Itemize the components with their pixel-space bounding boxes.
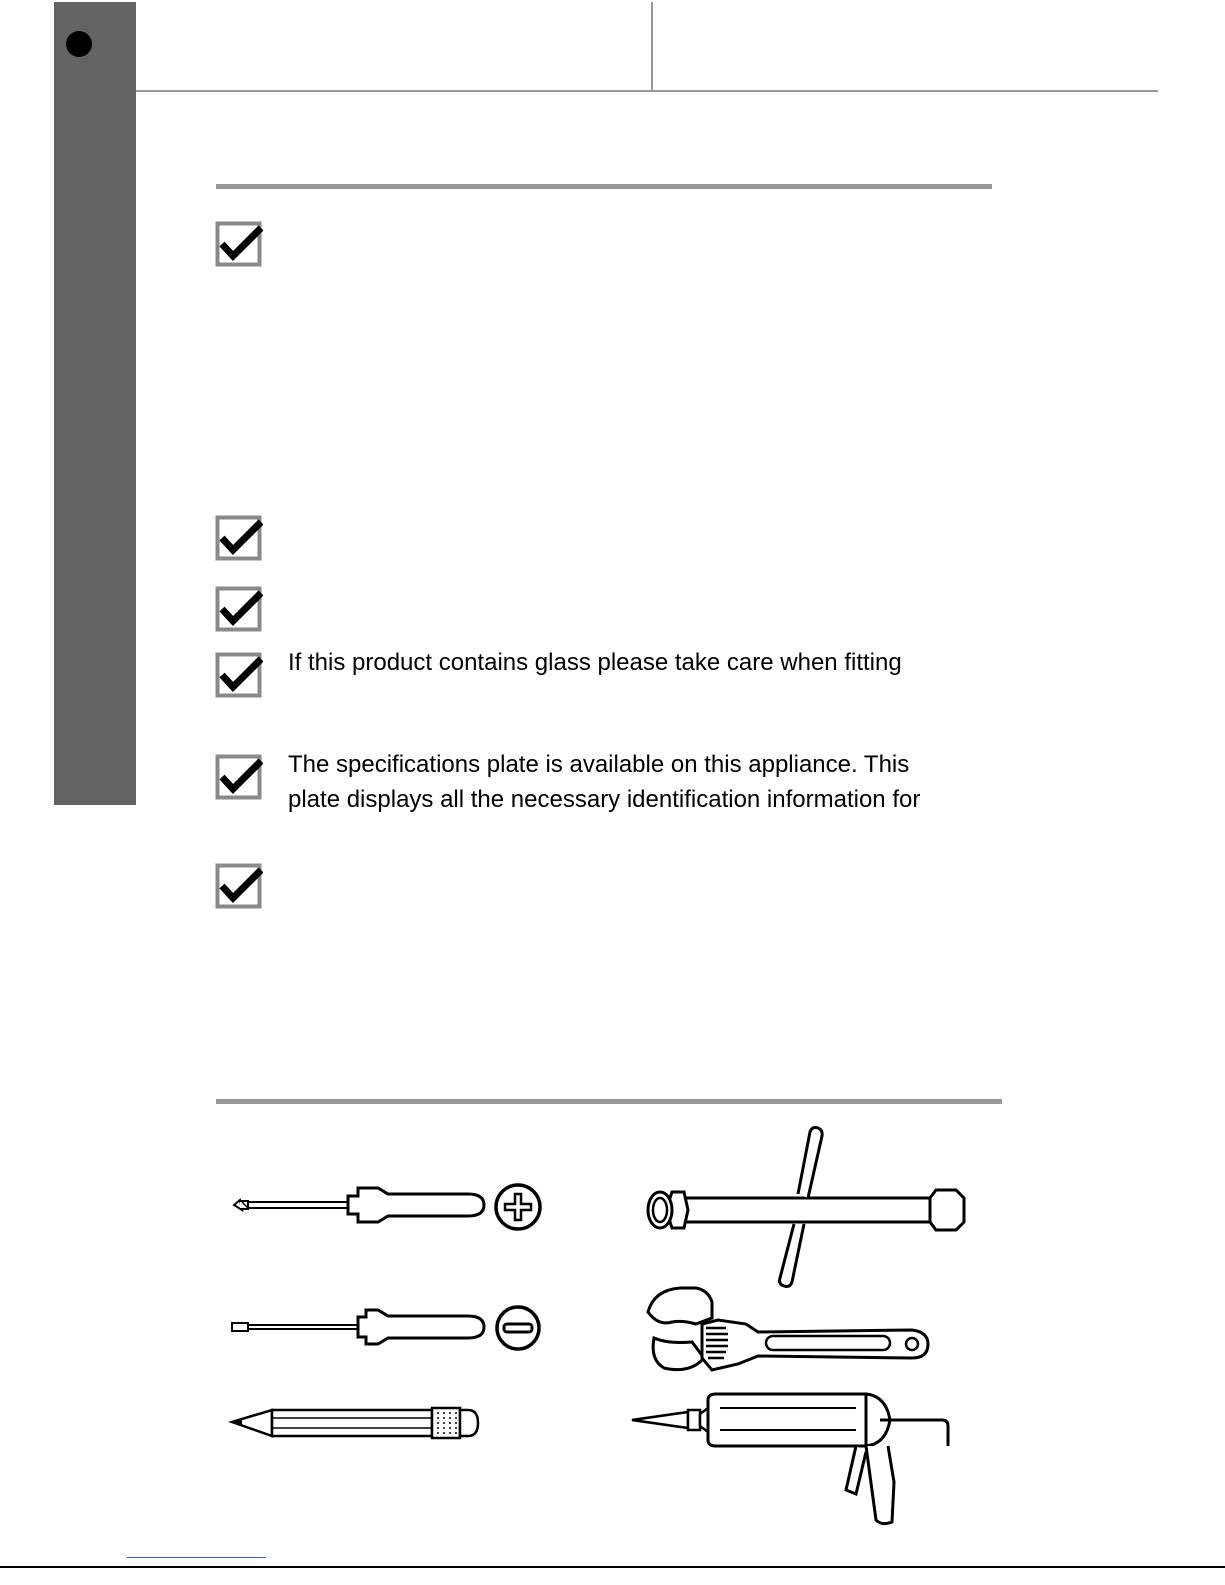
spec-plate-note-line1: The specifications plate is available on this appliance. This: [288, 751, 910, 778]
section-rule-top: [216, 184, 992, 189]
footer-link-underline: [127, 1557, 266, 1558]
header-rule: [136, 90, 1158, 92]
phillips-head-symbol-icon: [493, 1182, 543, 1232]
phillips-screwdriver-icon: [228, 1180, 490, 1230]
section-rule-tools: [216, 1099, 1002, 1104]
sealant-gun-icon: [630, 1390, 952, 1528]
checkbox-checked-icon: [215, 220, 263, 268]
spec-plate-note-line2: plate displays all the necessary identification information for: [288, 786, 921, 813]
header-divider: [651, 2, 653, 90]
footer-rule: [0, 1566, 1225, 1568]
adjustable-wrench-icon: [642, 1284, 934, 1378]
tube-spanner-icon: [642, 1124, 972, 1290]
checkbox-checked-icon: [215, 651, 263, 699]
side-tab: [54, 2, 136, 805]
section-dot-icon: [66, 31, 92, 57]
flat-screwdriver-icon: [228, 1304, 490, 1350]
pencil-icon: [228, 1404, 488, 1444]
glass-note: If this product contains glass please take care when fitting: [288, 649, 902, 676]
flat-head-symbol-icon: [493, 1304, 543, 1352]
checkbox-checked-icon: [215, 862, 263, 910]
checkbox-checked-icon: [215, 753, 263, 801]
checkbox-checked-icon: [215, 514, 263, 562]
checkbox-checked-icon: [215, 585, 263, 633]
